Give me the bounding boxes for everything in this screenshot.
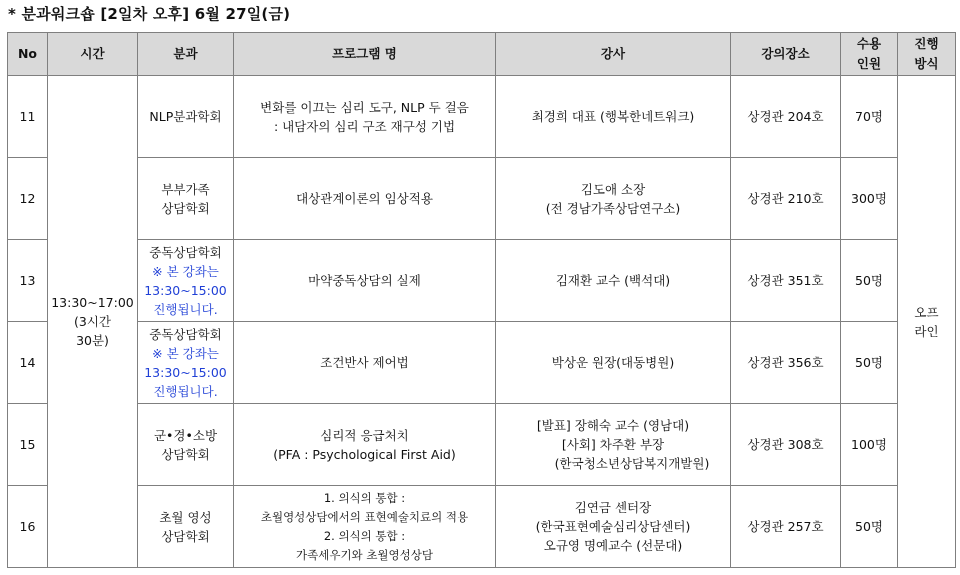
lecturer-line: (한국표현예술심리상담센터) xyxy=(535,519,691,534)
capacity-cell: 100명 xyxy=(841,404,898,486)
header-time: 시간 xyxy=(48,33,138,76)
venue-cell: 상경관 204호 xyxy=(731,76,841,158)
capacity-cell: 300명 xyxy=(841,158,898,240)
lecturer-line: [발표] 장해숙 교수 (영남대) xyxy=(536,418,690,433)
row-no: 12 xyxy=(8,158,48,240)
division-cell xyxy=(138,322,234,404)
lecturer-cell xyxy=(496,486,731,568)
table-row xyxy=(8,158,956,240)
row-no: 16 xyxy=(8,486,48,568)
method-line: 오프 xyxy=(914,304,939,320)
lecturer-cell xyxy=(496,322,731,404)
header-venue: 강의장소 xyxy=(731,33,841,76)
method-cell xyxy=(898,76,956,568)
division-line: 중독상담학회 xyxy=(149,326,222,342)
program-cell xyxy=(234,240,496,322)
time-line: 13:30~17:00 xyxy=(51,295,134,310)
venue-cell: 상경관 356호 xyxy=(731,322,841,404)
header-capacity xyxy=(841,33,898,76)
lecturer-line: 김재환 교수 (백석대) xyxy=(555,273,671,288)
division-line: 상담학회 xyxy=(161,200,210,216)
lecturer-line: (전 경남가족상담연구소) xyxy=(545,200,681,216)
schedule-note-line: ※ 본 강좌는 xyxy=(152,263,219,279)
program-cell xyxy=(234,322,496,404)
table-row xyxy=(8,322,956,404)
division-cell xyxy=(138,486,234,568)
table-row xyxy=(8,486,956,568)
lecturer-line: (한국청소년상담복지개발원) xyxy=(554,456,710,471)
program-line: 조건반사 제어법 xyxy=(320,355,409,370)
venue-cell: 상경관 351호 xyxy=(731,240,841,322)
division-cell xyxy=(138,240,234,322)
program-line: (PFA : Psychological First Aid) xyxy=(273,446,456,462)
page-title: * 분과워크숍 [2일차 오후] 6월 27일(금) xyxy=(8,5,291,23)
division-cell xyxy=(138,404,234,486)
workshop-schedule-table xyxy=(7,32,956,568)
schedule-note-line: 진행됩니다. xyxy=(153,301,218,317)
time-cell xyxy=(48,76,138,568)
table-row xyxy=(8,404,956,486)
division-cell xyxy=(138,158,234,240)
division-line: 중독상담학회 xyxy=(149,244,222,260)
lecturer-line: [사회] 차주환 부장 xyxy=(561,437,665,452)
lecturer-line: 최경희 대표 (행복한네트워크) xyxy=(531,109,695,124)
program-cell xyxy=(234,76,496,158)
program-line: 변화를 이끄는 심리 도구, NLP 두 걸음 xyxy=(260,99,469,115)
lecturer-line: 김도애 소장 xyxy=(580,181,646,197)
program-cell xyxy=(234,404,496,486)
division-cell xyxy=(138,76,234,158)
time-line: (3시간 xyxy=(74,314,111,329)
program-line: 심리적 응급처치 xyxy=(320,427,409,443)
program-line: 1. 의식의 통합 : xyxy=(323,490,406,505)
header-capacity-line: 인원 xyxy=(856,56,882,71)
program-line: 마약중독상담의 실제 xyxy=(308,273,421,288)
schedule-note-line: 진행됩니다. xyxy=(153,383,218,399)
lecturer-cell xyxy=(496,404,731,486)
time-line: 30분) xyxy=(76,333,109,348)
division-line: NLP분과학회 xyxy=(149,109,222,124)
header-method xyxy=(898,33,956,76)
division-line: 군•경•소방 xyxy=(153,427,218,443)
header-method-line: 진행 xyxy=(914,36,939,51)
program-line: 가족세우기와 초월영성상담 xyxy=(296,547,433,562)
row-no: 11 xyxy=(8,76,48,158)
lecturer-line: 오규영 명예교수 (선문대) xyxy=(543,538,683,553)
program-line: 초월영성상담에서의 표현예술치료의 적용 xyxy=(260,509,469,524)
schedule-note-line: ※ 본 강좌는 xyxy=(152,345,219,361)
lecturer-line: 박상운 원장(대동병원) xyxy=(551,355,675,370)
row-no: 14 xyxy=(8,322,48,404)
program-cell xyxy=(234,158,496,240)
capacity-cell: 70명 xyxy=(841,76,898,158)
schedule-note-line: 13:30~15:00 xyxy=(144,282,227,298)
division-line: 부부가족 xyxy=(161,181,210,197)
program-line: 대상관계이론의 임상적용 xyxy=(296,191,433,206)
method-line: 라인 xyxy=(914,323,939,339)
header-division: 분과 xyxy=(138,33,234,76)
header-capacity-line: 수용 xyxy=(856,36,882,51)
division-line: 초월 영성 xyxy=(159,509,212,525)
lecturer-cell xyxy=(496,76,731,158)
venue-cell: 상경관 257호 xyxy=(731,486,841,568)
capacity-cell: 50명 xyxy=(841,486,898,568)
division-line: 상담학회 xyxy=(161,446,210,462)
program-line: : 내담자의 심리 구조 재구성 기법 xyxy=(273,118,456,134)
lecturer-line: 김연금 센터장 xyxy=(574,500,652,515)
header-lecturer: 강사 xyxy=(496,33,731,76)
header-method-line: 방식 xyxy=(914,56,939,71)
venue-cell: 상경관 210호 xyxy=(731,158,841,240)
row-no: 13 xyxy=(8,240,48,322)
row-no: 15 xyxy=(8,404,48,486)
schedule-note-line: 13:30~15:00 xyxy=(144,364,227,380)
capacity-cell: 50명 xyxy=(841,322,898,404)
header-no: No xyxy=(8,33,48,76)
division-line: 상담학회 xyxy=(161,528,210,544)
program-line: 2. 의식의 통합 : xyxy=(323,528,406,543)
lecturer-cell xyxy=(496,240,731,322)
table-row xyxy=(8,76,956,158)
lecturer-cell xyxy=(496,158,731,240)
capacity-cell: 50명 xyxy=(841,240,898,322)
venue-cell: 상경관 308호 xyxy=(731,404,841,486)
table-row xyxy=(8,240,956,322)
header-row xyxy=(8,33,956,76)
program-cell xyxy=(234,486,496,568)
header-program: 프로그램 명 xyxy=(234,33,496,76)
